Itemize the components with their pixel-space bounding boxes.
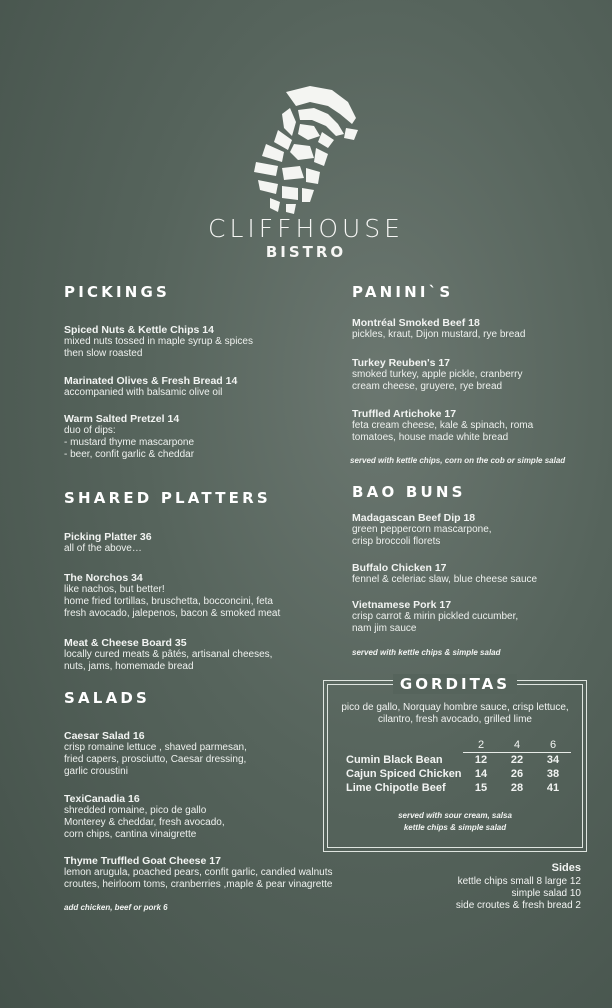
gorditas-price-table <box>346 738 571 795</box>
gordita-price: 26 <box>510 768 524 780</box>
list-item: kettle chips small 8 large 12 <box>457 876 581 887</box>
list-item: side croutes & fresh bread 2 <box>455 900 581 911</box>
section-heading-bao-buns: BAO BUNS <box>352 483 466 501</box>
table-row <box>346 753 571 768</box>
menu-item-desc: lemon arugula, poached pears, confit garlic, candied walnuts croutes, heirloom toms, cranberries ,maple & pear vinagrette <box>64 867 333 890</box>
menu-item-desc: green peppercorn mascarpone, crisp broccoli florets <box>352 524 492 547</box>
menu-item-desc: smoked turkey, apple pickle, cranberry cream cheese, gruyere, rye bread <box>352 369 523 392</box>
menu-item-desc: fennel & celeriac slaw, blue cheese sauce <box>352 574 538 585</box>
menu-item-name: Madagascan Beef Dip 18 <box>352 512 476 524</box>
menu-item-desc: all of the above… <box>64 543 142 554</box>
menu-item-name: Picking Platter 36 <box>64 531 152 543</box>
menu-item <box>352 562 537 586</box>
brand-subtitle: BISTRO <box>265 243 347 261</box>
brand-name: CLIFFHOUSE <box>208 214 404 243</box>
menu-item <box>352 357 522 393</box>
gordita-price: 38 <box>546 768 560 780</box>
menu-item-name: Montréal Smoked Beef 18 <box>352 317 480 329</box>
section-heading-pickings: PICKINGS <box>64 283 171 301</box>
list-item: simple salad 10 <box>511 888 581 899</box>
size-header: 2 <box>463 738 499 753</box>
menu-item-desc: accompanied with balsamic olive oil <box>64 387 223 398</box>
menu-item-name: Meat & Cheese Board 35 <box>64 637 187 649</box>
menu-item-desc: shredded romaine, pico de gallo Monterey & cheddar, fresh avocado, corn chips, cantina vinaigrette <box>64 805 225 840</box>
menu-item-name: Buffalo Chicken 17 <box>352 562 447 574</box>
table-header-blank <box>346 738 463 753</box>
gordita-name: Lime Chipotle Beef <box>346 782 446 794</box>
paninis-note: served with kettle chips, corn on the cob or simple salad <box>350 456 566 465</box>
menu-item-name: Turkey Reuben's 17 <box>352 357 451 369</box>
gorditas-note: served with sour cream, salsa kettle chips & simple salad <box>398 811 512 832</box>
menu-item <box>64 572 280 620</box>
menu-item-desc: crisp carrot & mirin pickled cucumber, nam jim sauce <box>352 611 519 634</box>
menu-item-desc: like nachos, but better! home fried tortillas, bruschetta, bocconcini, feta fresh avocado, jalepenos, bacon & smoked meat <box>64 584 281 619</box>
menu-item-name: The Norchos 34 <box>64 572 143 584</box>
menu-item <box>352 599 518 635</box>
sides-list <box>456 876 581 912</box>
menu-item <box>352 512 492 548</box>
gordita-name: Cumin Black Bean <box>346 753 443 766</box>
menu-item-desc: locally cured meats & pâtés, artisanal cheeses, nuts, jams, homemade bread <box>64 649 273 672</box>
menu-item <box>352 317 525 341</box>
size-header: 4 <box>499 738 535 753</box>
menu-item <box>352 408 533 444</box>
menu-item-name: TexiCanadia 16 <box>64 793 140 805</box>
menu-item <box>64 531 152 555</box>
menu-item <box>64 375 237 399</box>
menu-item-desc: crisp romaine lettuce , shaved parmesan, fried capers, prosciutto, Caesar dressing, garlic croustini <box>64 742 247 777</box>
gordita-name: Cajun Spiced Chicken <box>346 768 462 780</box>
menu-item-name: Caesar Salad 16 <box>64 730 145 742</box>
menu-item <box>64 637 272 673</box>
menu-item-name: Truffled Artichoke 17 <box>352 408 457 420</box>
gordita-price: 28 <box>510 782 524 794</box>
menu-item-desc: duo of dips: - mustard thyme mascarpone - beer, confit garlic & cheddar <box>64 425 195 460</box>
ram-head-icon <box>248 84 360 214</box>
section-heading-gorditas: GORDITAS <box>393 674 517 694</box>
menu-item <box>64 413 194 461</box>
gordita-price: 12 <box>474 754 488 766</box>
menu-item-name: Warm Salted Pretzel 14 <box>64 413 180 425</box>
menu-item <box>64 793 225 841</box>
size-header: 6 <box>535 738 571 753</box>
gordita-price: 22 <box>510 754 524 766</box>
menu-item-name: Vietnamese Pork 17 <box>352 599 452 611</box>
menu-item-name: Thyme Truffled Goat Cheese 17 <box>64 855 221 867</box>
gordita-price: 14 <box>474 768 488 780</box>
salads-note: add chicken, beef or pork 6 <box>64 903 168 912</box>
section-heading-shared-platters: SHARED PLATTERS <box>64 489 271 507</box>
gorditas-desc: pico de gallo, Norquay hombre sauce, crisp lettuce, cilantro, fresh avocado, grilled lime <box>341 702 569 725</box>
gordita-price: 15 <box>474 782 488 794</box>
table-row <box>346 781 571 795</box>
table-row <box>346 767 571 781</box>
bao-note: served with kettle chips & simple salad <box>352 648 501 657</box>
menu-item <box>64 855 333 891</box>
menu-item <box>64 730 247 778</box>
menu-item-name: Spiced Nuts & Kettle Chips 14 <box>64 324 214 336</box>
menu-item-desc: pickles, kraut, Dijon mustard, rye bread <box>352 329 526 340</box>
section-heading-paninis: PANINI`S <box>352 283 454 301</box>
menu-item <box>64 324 253 360</box>
menu-item-desc: feta cream cheese, kale & spinach, roma tomatoes, house made white bread <box>352 420 534 443</box>
gordita-price: 34 <box>546 754 560 766</box>
gordita-price: 41 <box>546 782 560 794</box>
menu-item-desc: mixed nuts tossed in maple syrup & spices then slow roasted <box>64 336 253 359</box>
sides-heading: Sides <box>551 862 581 874</box>
menu-item-name: Marinated Olives & Fresh Bread 14 <box>64 375 238 387</box>
section-heading-salads: SALADS <box>64 689 151 707</box>
